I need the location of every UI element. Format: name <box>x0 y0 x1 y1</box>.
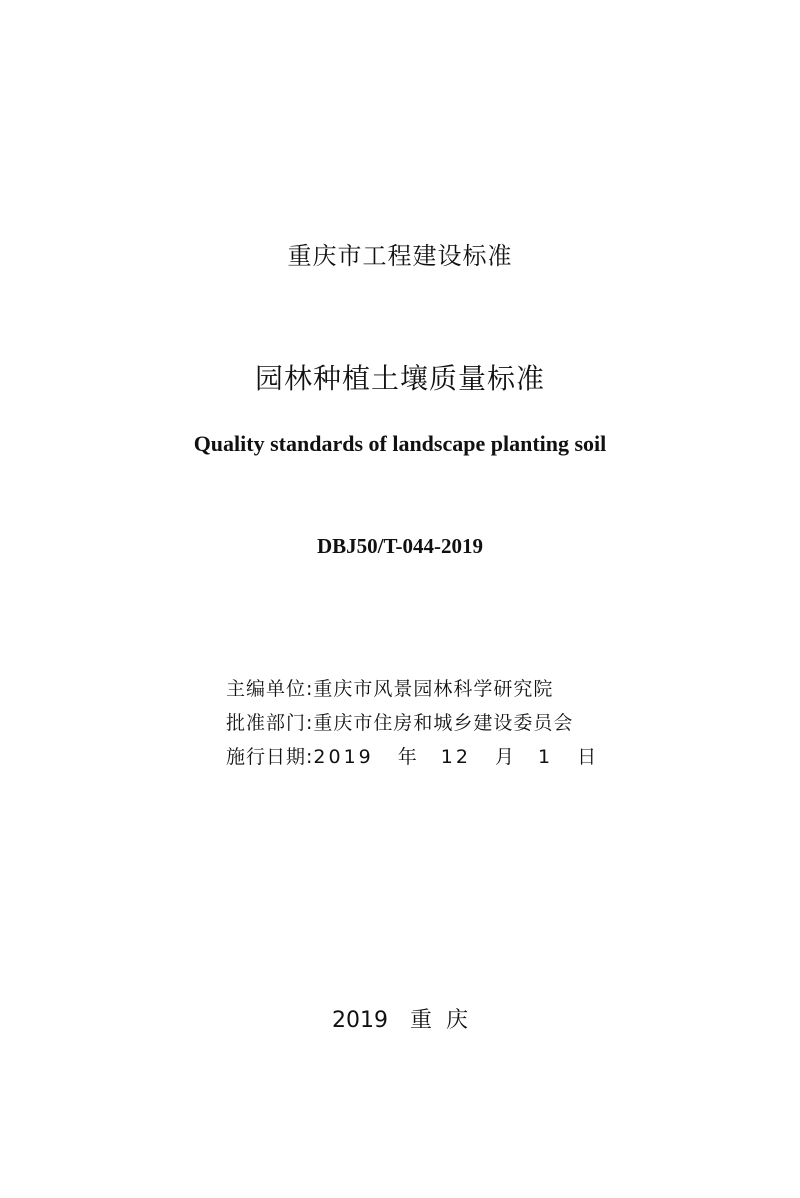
publication-city-char-2: 庆 <box>446 1008 469 1033</box>
effective-date-label: 施行日期: <box>226 746 314 768</box>
approver-row <box>226 708 786 735</box>
effective-date-row <box>226 742 786 769</box>
month-unit: 月 <box>494 746 514 768</box>
approver-label: 批准部门: <box>226 712 314 734</box>
editor-label: 主编单位: <box>226 678 314 700</box>
year-unit: 年 <box>397 746 417 768</box>
document-title-chinese: 园林种植土壤质量标准 <box>254 362 545 395</box>
publication-city-char-1: 重 <box>409 1008 432 1033</box>
publication-footer <box>0 1003 800 1034</box>
effective-month: 12 <box>440 746 471 768</box>
publication-year: 2019 <box>331 1008 388 1033</box>
standard-code: DBJ50/T-044-2019 <box>316 534 484 558</box>
document-title-english: Quality standards of landscape planting soil <box>193 431 607 456</box>
effective-day: 1 <box>537 746 554 768</box>
day-unit: 日 <box>577 746 597 768</box>
editor-row <box>226 674 786 701</box>
editor-value: 重庆市风景园林科学研究院 <box>313 678 554 700</box>
approver-value: 重庆市住房和城乡建设委员会 <box>313 712 574 734</box>
series-title: 重庆市工程建设标准 <box>287 242 513 270</box>
effective-year: 2019 <box>313 746 374 768</box>
